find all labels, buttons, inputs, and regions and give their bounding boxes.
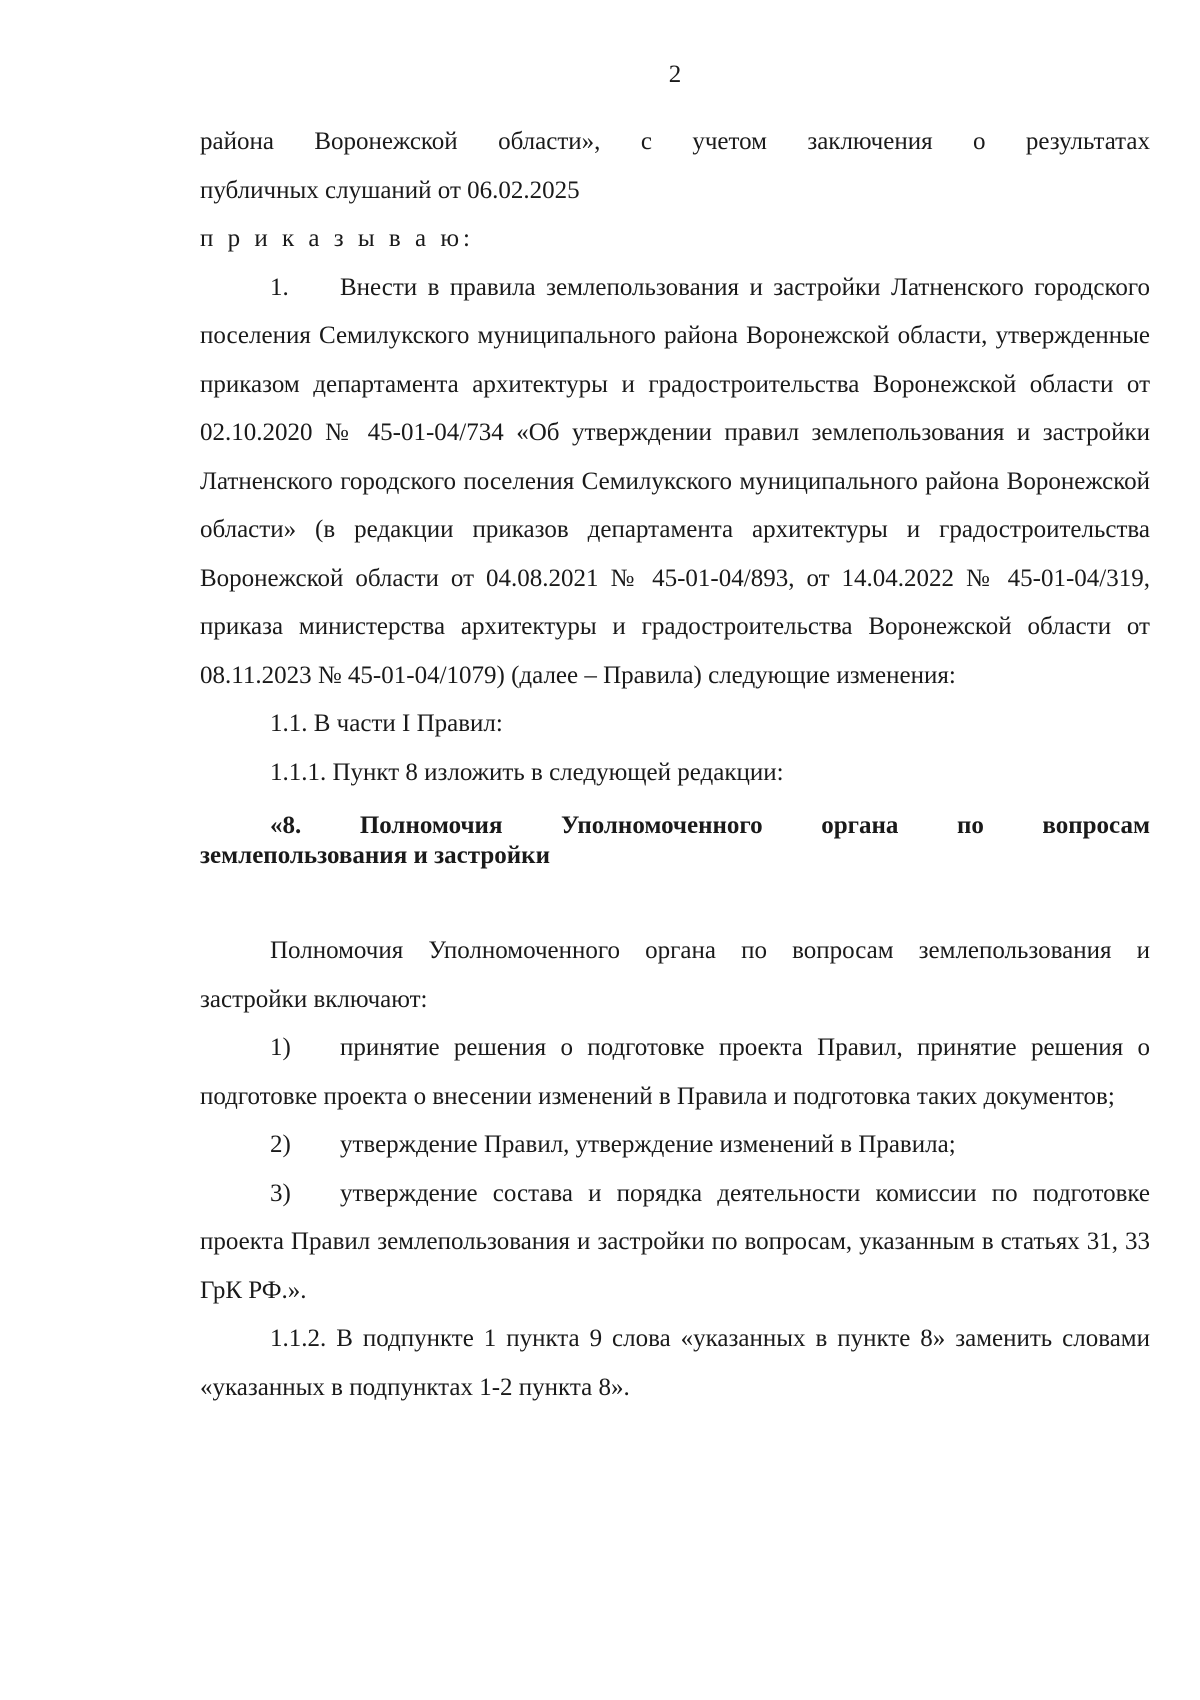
section-heading	[200, 797, 1150, 871]
item-1	[200, 264, 1150, 701]
power-item-2-number: 2)	[270, 1131, 291, 1158]
section-heading-line-1: «8. Полномочия Уполномоченного органа по вопросам	[270, 812, 1150, 839]
item-1-text: Внести в правила землепользования и застройки Латненского городского поселения Семилукского муниципального района Воронежской области, утвержденные приказом департамента архитектуры и градостроительства Воронежской области от 02.10.2020 № 45-01-04/734 «Об утверждении правил землепользования и застройки Латненского городского поселения Семилукского муниципального района Воронежской области» (в редакции приказов департамента архитектуры и градостроительства Воронежской области от 04.08.2021 № 45-01-04/893, от 14.04.2022 № 45-01-04/319, приказа министерства архитектуры и градостроительства Воронежской области от 08.11.2023 № 45-01-04/1079) (далее – Правила) следующие изменения:	[200, 273, 1150, 689]
page-number: 2	[668, 61, 682, 88]
item-1-1-1: 1.1.1. Пункт 8 изложить в следующей редакции:	[270, 758, 784, 786]
power-item-3	[200, 1170, 1150, 1316]
item-1-number: 1.	[270, 273, 289, 301]
intro-line-1: района Воронежской области», с учетом заключения о результатах	[200, 128, 1150, 155]
power-item-2-text: утверждение Правил, утверждение изменений в Правила;	[340, 1131, 956, 1158]
order-word: п р и к а з ы в а ю:	[200, 225, 474, 252]
spacer	[200, 871, 1150, 927]
item-1-1-2: 1.1.2. В подпункте 1 пункта 9 слова «указанных в пункте 8» заменить словами «указанных в подпунктах 1-2 пункта 8».	[200, 1325, 1150, 1401]
item-1-1: 1.1. В части I Правил:	[270, 710, 503, 737]
power-item-3-number: 3)	[270, 1179, 291, 1207]
power-item-1-text: принятие решения о подготовке проекта Правил, принятие решения о подготовке проекта о внесении изменений в Правила и подготовка таких документов;	[200, 1034, 1150, 1110]
powers-intro: Полномочия Уполномоченного органа по вопросам землепользования и застройки включают:	[200, 937, 1150, 1013]
power-item-1-number: 1)	[270, 1034, 291, 1061]
power-item-2	[200, 1121, 1150, 1170]
intro-line-2: публичных слушаний от 06.02.2025	[200, 176, 580, 204]
power-item-1	[200, 1024, 1150, 1121]
power-item-3-text: утверждение состава и порядка деятельности комиссии по подготовке проекта Правил землепользования и застройки по вопросам, указанным в статьях 31, 33 ГрК РФ.».	[200, 1179, 1150, 1304]
document-body	[200, 118, 1150, 1412]
section-heading-line-2: землепользования и застройки	[200, 842, 550, 869]
